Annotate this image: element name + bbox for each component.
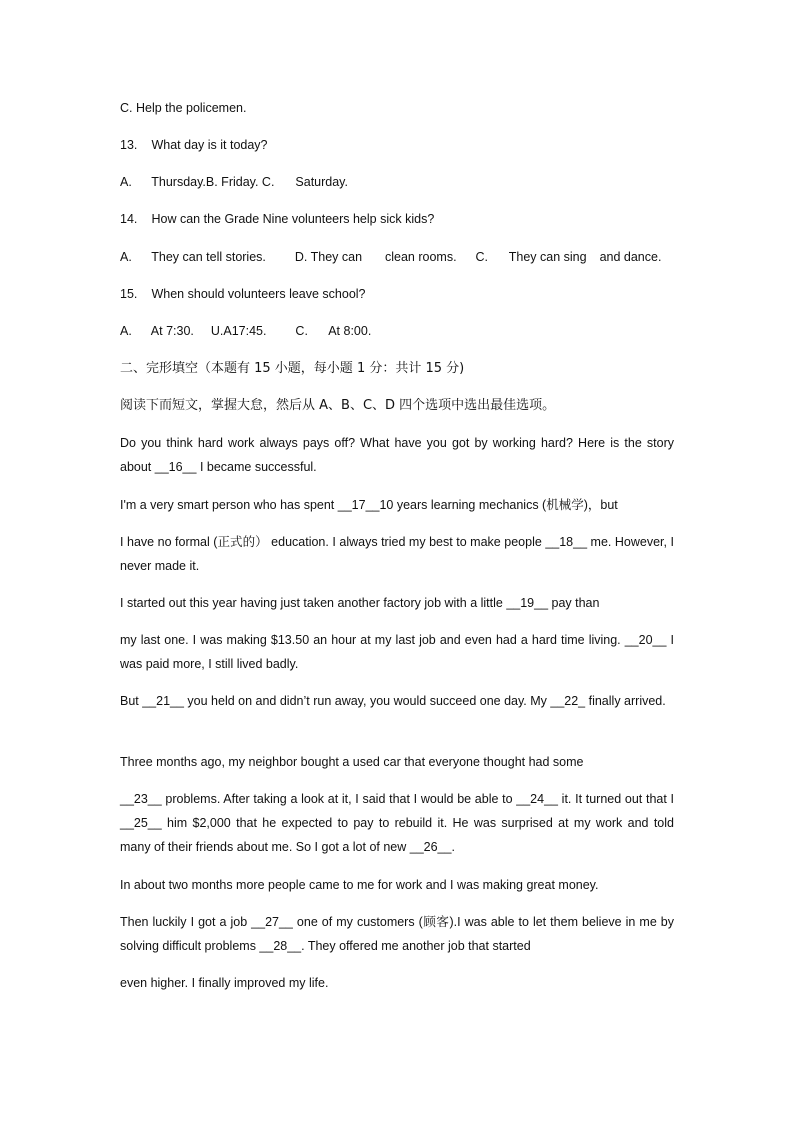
question-15-number: 15. xyxy=(120,287,138,301)
question-15-text: When should volunteers leave school? xyxy=(151,287,366,301)
option-text: C. xyxy=(475,250,489,264)
section-heading-cloze: 二、完形填空（本题有 15 小题，每小题 1 分：共计 15 分) xyxy=(120,361,465,376)
passage-paragraph: Three months ago, my neighbor bought a used car that everyone thought had some xyxy=(120,755,584,769)
option-letter: A. xyxy=(120,324,132,338)
option-text: D. They can xyxy=(294,250,363,264)
passage-paragraph: my last one. I was making $13.50 an hour at my last job and even had a hard time living. __20__ I was paid more, I still lived badly. xyxy=(120,633,674,671)
option-text: clean rooms. xyxy=(385,250,457,264)
option-text: Saturday. xyxy=(295,175,348,189)
passage-paragraph: In about two months more people came to me for work and I was making great money. xyxy=(120,878,599,892)
passage-paragraph: even higher. I finally improved my life. xyxy=(120,976,329,990)
option-text: Thursday.B. Friday. C. xyxy=(151,175,275,189)
question-14-number: 14. xyxy=(120,212,138,226)
answer-option-c-help-policemen: C. Help the policemen. xyxy=(120,101,247,115)
option-text: At 7:30. xyxy=(150,324,194,338)
passage-paragraph: I have no formal (正式的） education. I always tried my best to make people __18__ me. However, I never made it. xyxy=(120,535,674,573)
question-14 xyxy=(120,207,434,231)
option-text: At 8:00. xyxy=(328,324,372,338)
question-13-number: 13. xyxy=(120,138,138,152)
instruction: 阅读下而短文，掌握大怠，然后从 A、B、C、D 四个选项中选出最佳选项。 xyxy=(120,398,556,413)
option-text: and dance. xyxy=(599,250,662,264)
option-text: They can sing xyxy=(508,250,587,264)
question-15 xyxy=(120,282,366,306)
option-text: U.A17:45. xyxy=(210,324,267,338)
passage-paragraph: I started out this year having just taken another factory job with a little __19__ pay than xyxy=(120,596,600,610)
question-13 xyxy=(120,133,268,157)
passage-paragraph: Do you think hard work always pays off? What have you got by working hard? Here is the story about __16__ I became successful. xyxy=(120,436,674,474)
option-text: C. xyxy=(295,324,308,338)
question-14-text: How can the Grade Nine volunteers help sick kids? xyxy=(151,212,435,226)
passage-paragraph: Then luckily I got a job __27__ one of my customers (顾客).I was able to let them believe in me by solving difficult problems __28__. They offered me another job that started xyxy=(120,915,674,953)
question-15-options xyxy=(120,319,371,343)
question-13-text: What day is it today? xyxy=(151,138,268,152)
passage-paragraph: __23__ problems. After taking a look at it, I said that I would be able to __24__ it. It turned out that I __25__ him $2,000 that he expected to pay to rebuild it. He was surprised at my work and told many of their friends about me. So I got a lot of new __26__. xyxy=(120,792,674,854)
passage-paragraph: But __21__ you held on and didn’t run away, you would succeed one day. My __22_ finally arrived. xyxy=(120,694,666,708)
question-13-options xyxy=(120,170,348,194)
question-14-options xyxy=(120,245,661,269)
option-letter: A. xyxy=(120,175,132,189)
option-letter: A. xyxy=(120,250,132,264)
passage-paragraph: I'm a very smart person who has spent __17__10 years learning mechanics (机械学)，but xyxy=(120,498,618,512)
option-text: They can tell stories. xyxy=(151,250,266,264)
